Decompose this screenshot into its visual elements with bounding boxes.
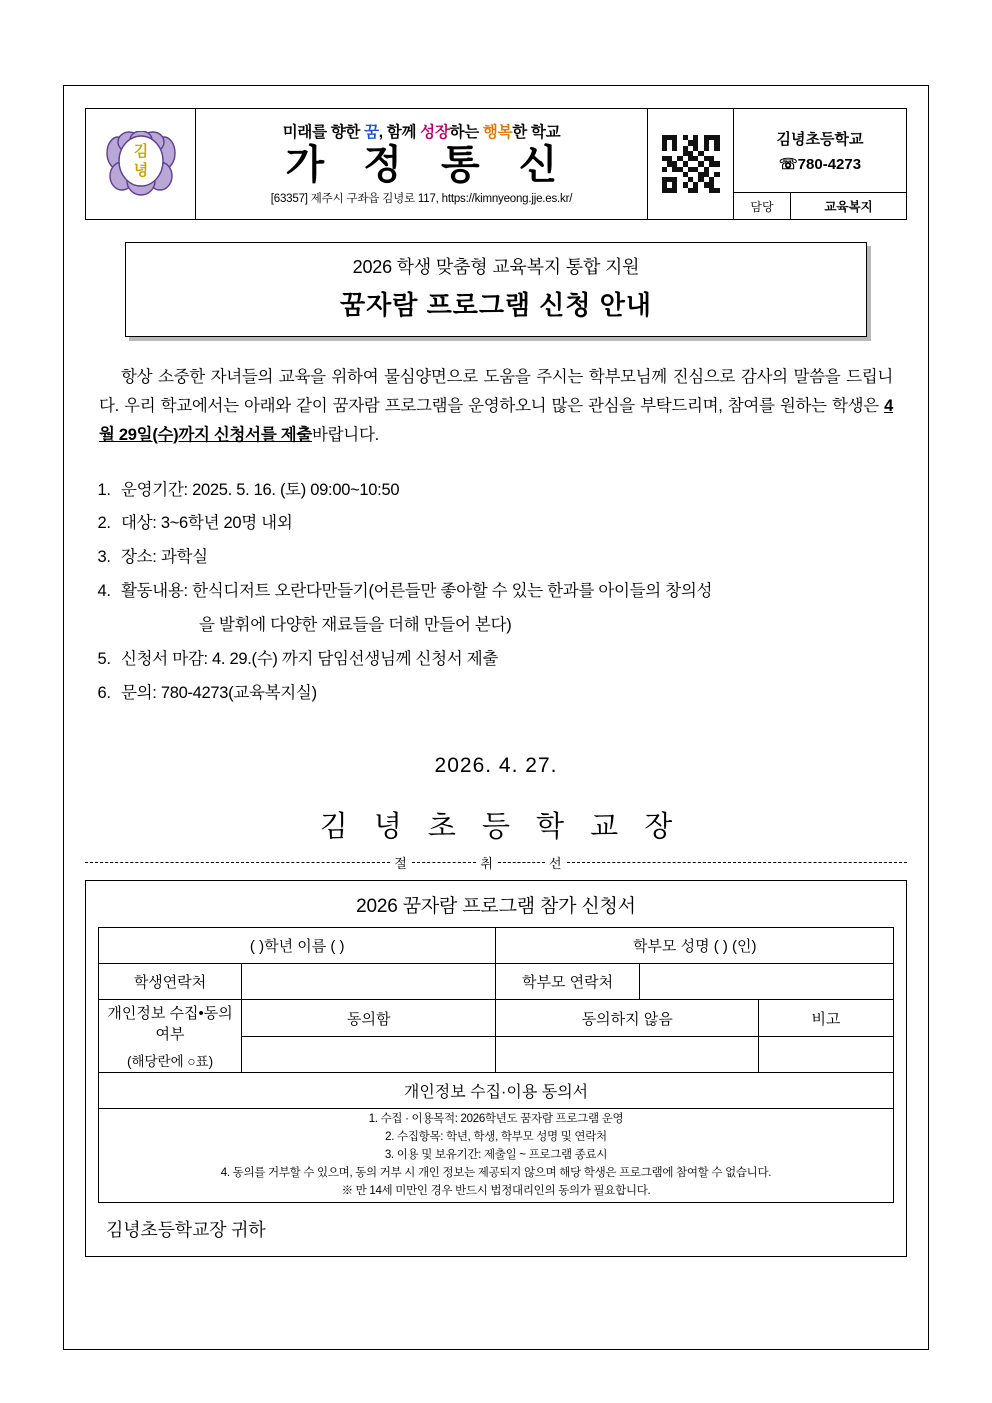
list-item-text: 대상: 3~6학년 20명 내외	[121, 514, 293, 533]
school-address: [63357] 제주시 구좌읍 김녕로 117, https://kimnyeong.jje.es.kr/	[270, 193, 573, 206]
table-row	[99, 1073, 894, 1109]
consent-section-header: 개인정보 수집·이용 동의서	[99, 1073, 894, 1109]
list-item-text: 운영기간: 2025. 5. 16. (토) 09:00~10:50	[121, 480, 400, 499]
cut-line-dash	[85, 862, 390, 863]
list-item	[115, 677, 907, 711]
cut-line-dash	[567, 862, 908, 863]
slogan-part-1: 미래를 향한	[282, 123, 365, 141]
application-form	[85, 880, 907, 1257]
slogan-part-2: , 함께	[378, 123, 421, 141]
privacy-consent-label-note: (해당란에 ○표)	[126, 1054, 214, 1070]
document-type-title: 가 정 통 신	[285, 142, 572, 187]
charge-row	[734, 193, 906, 219]
school-emblem-icon	[105, 131, 177, 197]
parent-contact-input[interactable]	[639, 964, 893, 1000]
form-title: 2026 꿈자람 프로그램 참가 신청서	[356, 896, 636, 918]
consent-disagree-check[interactable]	[496, 1036, 758, 1073]
table-row	[99, 1000, 894, 1037]
student-contact-input[interactable]	[242, 964, 496, 1000]
slogan-part-3: 하는	[449, 123, 483, 141]
privacy-consent-label-main: 개인정보 수집•동의 여부	[107, 1005, 233, 1044]
consent-terms	[99, 1109, 894, 1203]
consent-term-1: 1. 수집 · 이용목적: 2026학년도 꿈자람 프로그램 운영	[368, 1113, 624, 1126]
form-table	[98, 927, 894, 1203]
qr-code-cell	[648, 109, 734, 219]
consent-agree-header: 동의함	[242, 1000, 496, 1037]
intro-text-part-1: 항상 소중한 자녀들의 교육을 위하여 물심양면으로 도움을 주시는 학부모님께 진심으로 감사의 말씀을 드립니다. 우리 학교에서는 아래와 같이 꿈자람 프로그램을 운영하오니 많은 관심을 부탁드리며, 참여를 원하는 학생은	[99, 368, 893, 415]
consent-remark-header: 비고	[758, 1000, 893, 1037]
form-recipient: 김녕초등학교장 귀하	[106, 1220, 266, 1241]
consent-term-4: 4. 동의를 거부할 수 있으며, 동의 거부 시 개인 정보는 제공되지 않으며 해당 학생은 프로그램에 참여할 수 없습니다.	[220, 1166, 772, 1179]
notice-title: 꿈자람 프로그램 신청 안내	[340, 290, 652, 320]
letterhead-center	[196, 109, 648, 219]
svg-text:녕: 녕	[133, 162, 148, 179]
list-item-text: 신청서 마감: 4. 29.(수) 까지 담임선생님께 신청서 제출	[121, 649, 499, 668]
list-item	[115, 541, 907, 575]
table-row	[99, 928, 894, 964]
cut-line	[85, 853, 907, 872]
student-name-field[interactable]: ( )학년 이름 ( )	[99, 928, 496, 964]
cut-line-label-2: 취	[480, 856, 494, 872]
cut-line-dash	[412, 862, 477, 863]
slogan-happy: 행복	[482, 123, 513, 141]
consent-term-3: 3. 이용 및 보유기간: 제출일 ~ 프로그램 종료시	[384, 1148, 608, 1161]
privacy-consent-label	[99, 1000, 242, 1073]
document-page	[63, 85, 929, 1350]
list-item	[115, 507, 907, 541]
list-item-text: 문의: 780-4273(교육복지실)	[121, 683, 317, 702]
intro-paragraph	[99, 363, 893, 450]
school-slogan	[283, 120, 561, 142]
slogan-dream: 꿈	[364, 123, 379, 141]
table-row	[99, 964, 894, 1000]
school-name: 김녕초등학교	[776, 131, 864, 148]
list-item-text-continued: 을 발휘에 다양한 재료들을 더해 만들어 본다)	[199, 615, 512, 634]
parent-contact-label: 학부모 연락처	[496, 964, 639, 1000]
cut-line-label-3: 선	[548, 856, 563, 872]
table-row	[99, 1109, 894, 1203]
notice-title-box	[125, 242, 867, 337]
consent-term-5: ※ 만 14세 미만인 경우 반드시 법정대리인의 동의가 필요합니다.	[341, 1184, 651, 1197]
slogan-grow: 성장	[420, 123, 450, 141]
intro-text-part-2: 바랍니다.	[312, 425, 379, 444]
letterhead-right	[734, 109, 906, 219]
consent-disagree-header: 동의하지 않음	[496, 1000, 758, 1037]
list-item-text: 활동내용: 한식디저트 오란다만들기(어른들만 좋아할 수 있는 한과를 아이들의 창의성	[121, 582, 713, 601]
slogan-part-4: 한 학교	[512, 123, 561, 141]
list-item	[115, 474, 907, 508]
school-phone: ☏780-4273	[778, 156, 862, 173]
charge-label: 담당	[734, 193, 791, 219]
qr-code-icon	[662, 135, 720, 193]
list-item	[115, 643, 907, 677]
notice-subtitle: 2026 학생 맞춤형 교육복지 통합 지원	[352, 257, 640, 277]
list-item	[115, 575, 907, 643]
student-contact-label: 학생연락처	[99, 964, 242, 1000]
issue-date: 2026. 4. 27.	[434, 754, 558, 778]
program-info-list	[85, 474, 907, 711]
school-contact	[734, 109, 906, 193]
list-item-text: 장소: 과학실	[121, 548, 208, 567]
svg-text:김: 김	[133, 143, 148, 160]
consent-remark-cell[interactable]	[758, 1036, 893, 1073]
consent-agree-check[interactable]	[242, 1036, 496, 1073]
cut-line-dash	[498, 862, 545, 863]
cut-line-label-1: 절	[394, 856, 408, 872]
school-emblem-cell	[86, 109, 196, 219]
letterhead	[85, 108, 907, 220]
consent-term-2: 2. 수집항목: 학년, 학생, 학부모 성명 및 연락처	[385, 1131, 607, 1144]
parent-name-field[interactable]: 학부모 성명 ( ) (인)	[496, 928, 894, 964]
intro-emphasis: 4월 29일(수)까지 신청서를 제출	[99, 396, 893, 444]
signature-school: 김 녕 초 등 학 교 장	[319, 811, 682, 844]
charge-value: 교육복지	[824, 200, 873, 214]
